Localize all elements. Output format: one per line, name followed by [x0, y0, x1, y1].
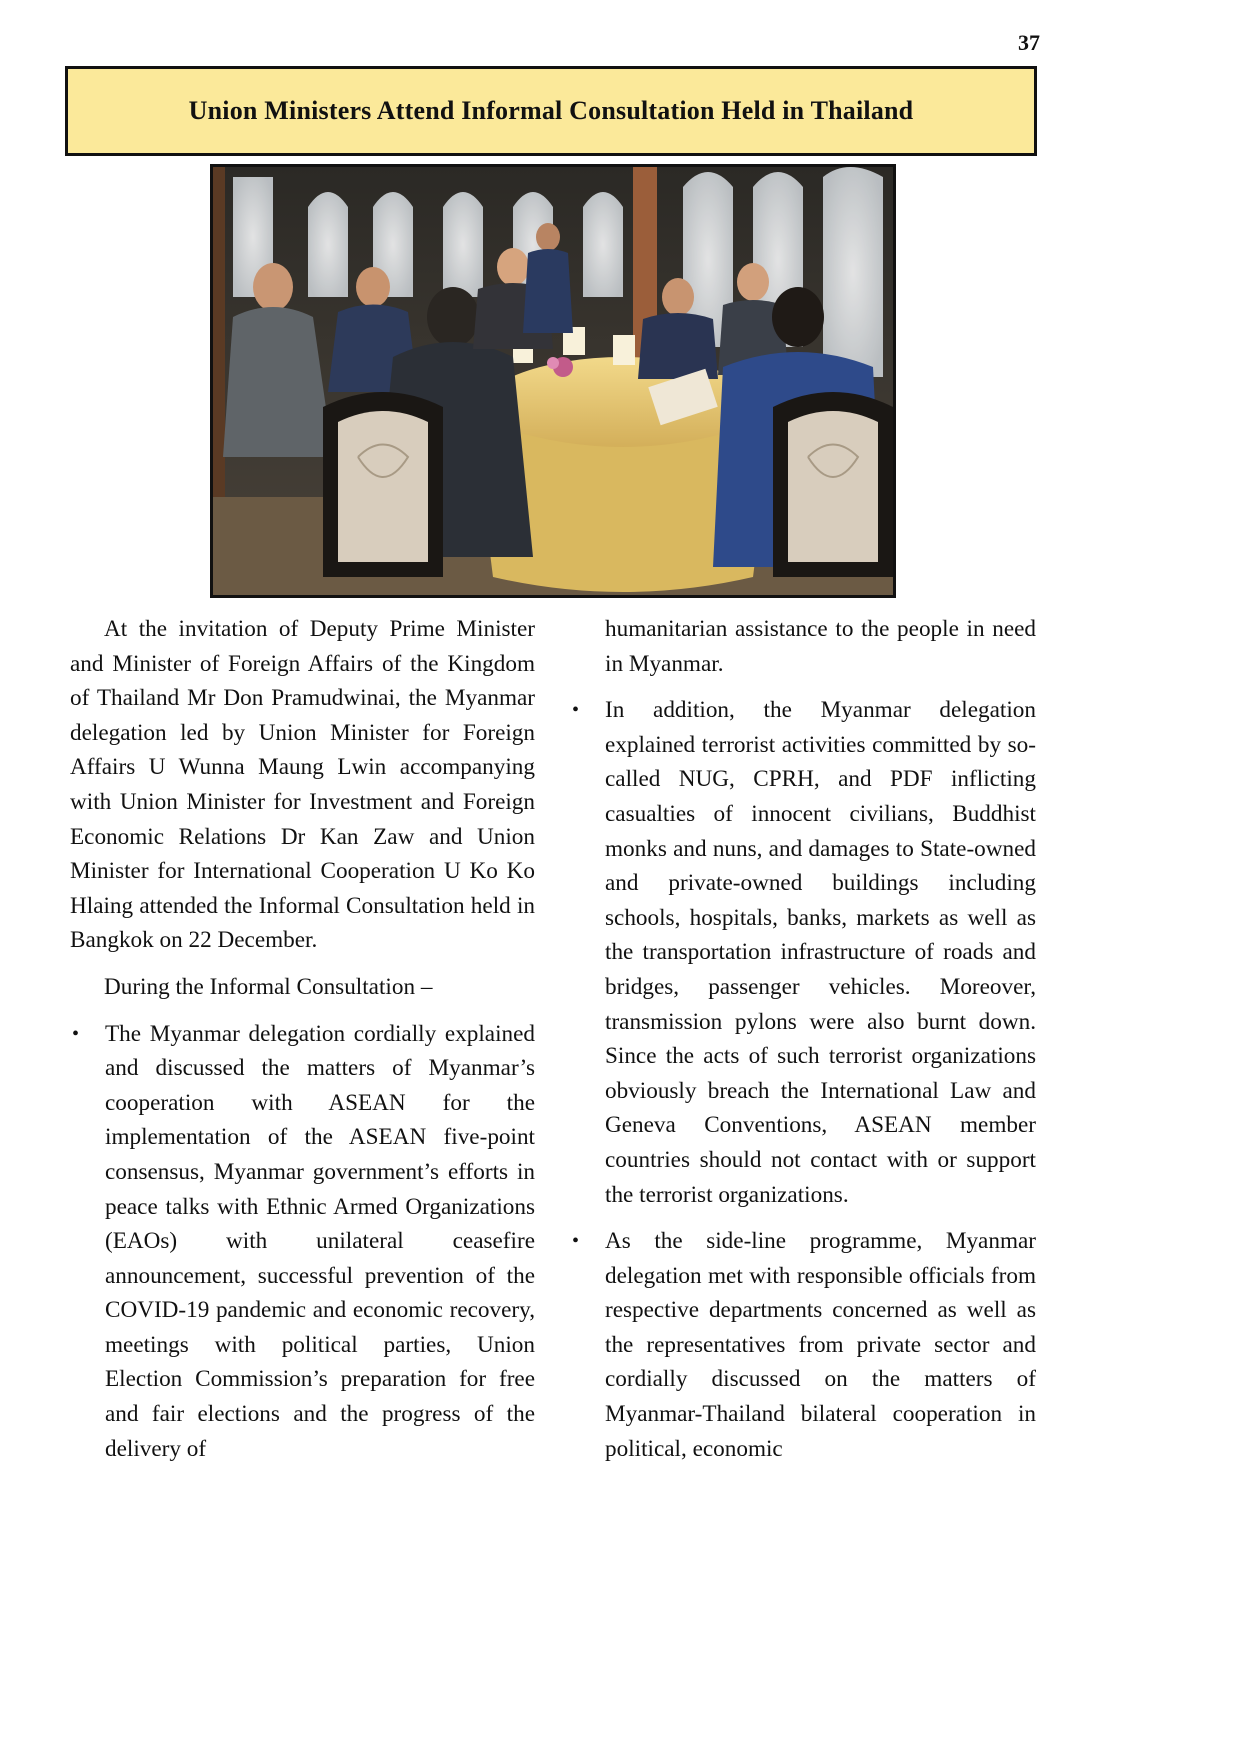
bullet-item-side-line-programme — [570, 1224, 1036, 1466]
bullet-text: In addition, the Myanmar delegation explained terrorist activities committed by so-called NUG, CPRH, and PDF inflicting casualties of innocent civilians, Buddhist monks and nuns, and damages to State-owned and private-owned buildings including schools, hospitals, banks, markets as well as the transportation infrastructure of roads and bridges, passenger vehicles. Moreover, transmission pylons were also burnt down. Since the acts of such terrorist organizations obviously breach the International Law and Geneva Conventions, ASEAN member countries should not contact with or support the terrorist organizations. — [605, 697, 1036, 1208]
bullet-dot-icon: • — [572, 1230, 580, 1253]
meeting-photo-illustration — [213, 167, 893, 595]
bullet-dot-icon: • — [72, 1022, 80, 1045]
page-number: 37 — [1018, 30, 1040, 55]
bullet-continuation: humanitarian assistance to the people in need in Myanmar. — [605, 616, 1036, 677]
article-title: Union Ministers Attend Informal Consultation Held in Thailand — [188, 96, 914, 125]
bullet-text: As the side-line programme, Myanmar delegation met with responsible officials from respective departments concerned as well as the representatives from private sector and cordially discussed on the matters of Myanmar-Thailand bilateral cooperation in political, economic — [605, 1228, 1036, 1462]
title-banner — [65, 66, 1037, 156]
left-column — [70, 612, 535, 1466]
bullet-text: The Myanmar delegation cordially explained and discussed the matters of Myanmar’s cooperation with ASEAN for the implementation of the ASEAN five-point consensus, Myanmar government’s efforts in peace talks with Ethnic Armed Organizations (EAOs) with unilateral ceasefire announcement, successful prevention of the COVID-19 pandemic and economic recovery, meetings with political parties, Union Election Commission’s preparation for free and fair elections and the progress of the delivery of — [105, 1020, 535, 1462]
meeting-photo — [210, 164, 896, 598]
consultation-lead-paragraph: During the Informal Consultation – — [104, 973, 433, 1000]
bullet-item-asean-cooperation — [70, 1017, 535, 1467]
bullet-dot-icon: • — [572, 699, 580, 722]
intro-paragraph: At the invitation of Deputy Prime Minister and Minister of Foreign Affairs of the Kingdom of Thailand Mr Don Pramudwinai, the Myanmar delegation led by Union Minister for Foreign Affairs U Wunna Maung Lwin accompanying with Union Minister for Investment and Foreign Economic Relations Dr Kan Zaw and Union Minister for International Cooperation U Ko Ko Hlaing attended the Informal Consultation held in Bangkok on 22 December. — [70, 616, 535, 954]
right-column — [570, 612, 1036, 1466]
bullet-item-terrorist-activities — [570, 693, 1036, 1212]
